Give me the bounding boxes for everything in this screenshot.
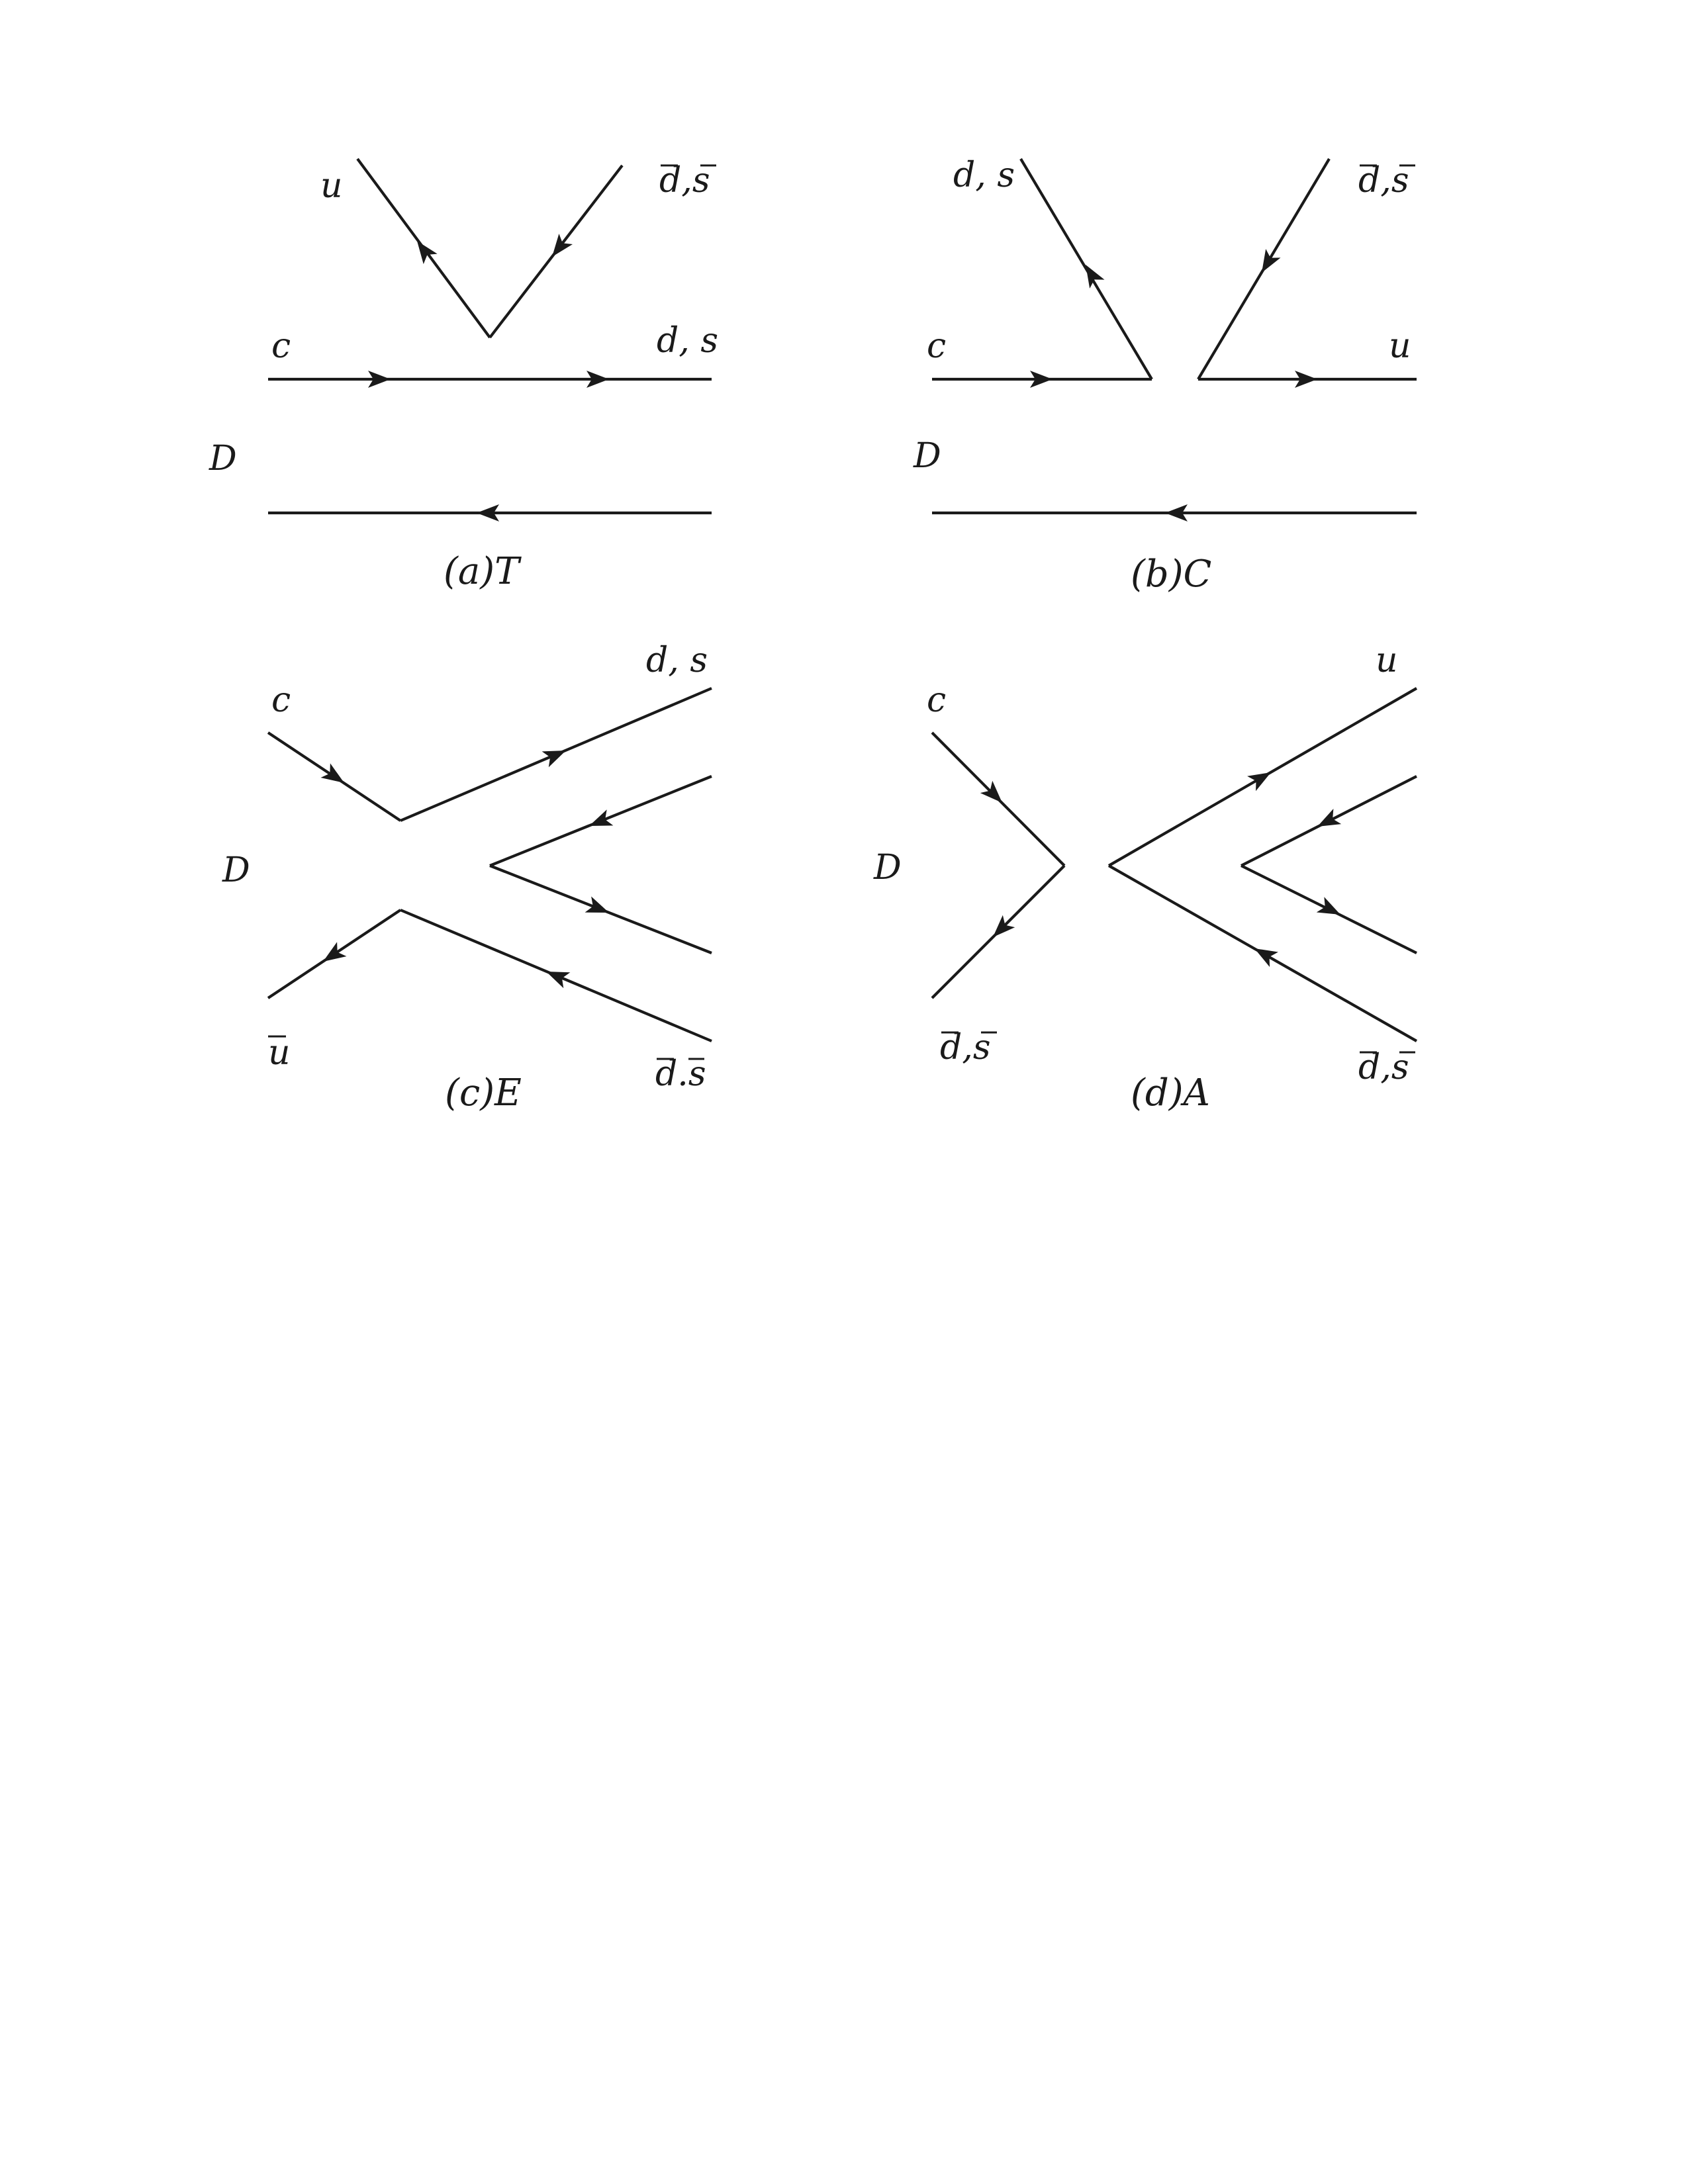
diagram-c-label-ubar: u bbox=[268, 1033, 291, 1073]
diagram-c-label-dbar-sbar: d.s bbox=[655, 1054, 706, 1094]
diagram-c-arrow-pair-lower bbox=[585, 896, 612, 921]
diagram-c-label-c: c bbox=[271, 680, 291, 720]
diagram-d-arrow-pair-upper bbox=[1313, 809, 1341, 835]
diagram-c-arrow-dbar bbox=[543, 964, 570, 988]
diagram-b-ds-line bbox=[1021, 159, 1152, 379]
diagram-a-tree bbox=[209, 159, 718, 593]
diagram-c-label-meson: D bbox=[222, 850, 250, 890]
diagram-b-color-suppressed bbox=[913, 156, 1417, 596]
diagram-a-arrow-dbar bbox=[545, 234, 573, 262]
diagram-a-label-dbar-sbar: d,s bbox=[659, 161, 710, 201]
diagram-c-arrow-ds bbox=[542, 743, 569, 767]
diagram-a-label-c: c bbox=[271, 326, 291, 366]
diagram-d-label-meson: D bbox=[874, 848, 902, 887]
diagram-c-exchange bbox=[222, 641, 712, 1115]
diagram-d-annihilation bbox=[873, 641, 1417, 1115]
diagram-b-label-u: u bbox=[1389, 326, 1411, 366]
diagram-c-arrow-ubar bbox=[318, 942, 347, 968]
diagram-d-label-dbar-sbar-in: d,s bbox=[940, 1028, 991, 1068]
diagram-d-label-u: u bbox=[1376, 641, 1398, 680]
diagram-a-label-meson: D bbox=[209, 439, 237, 478]
diagram-a-label-u: u bbox=[320, 166, 343, 206]
diagram-a-label-ds: d, s bbox=[657, 321, 719, 361]
diagram-b-label-c: c bbox=[927, 326, 947, 366]
diagram-c-arrow-c bbox=[320, 763, 349, 790]
diagram-a-caption: (a)T bbox=[444, 550, 520, 593]
diagram-b-label-meson: D bbox=[914, 436, 941, 476]
diagram-d-arrow-dbar-out bbox=[1250, 941, 1278, 967]
diagram-c-arrow-pair-upper bbox=[586, 809, 613, 834]
diagram-b-arrow-dbar bbox=[1254, 249, 1281, 277]
diagram-b-caption: (b)C bbox=[1131, 553, 1212, 596]
diagram-b-label-dbar-sbar: d,s bbox=[1358, 161, 1409, 201]
diagram-d-label-dbar-sbar-out: d,s bbox=[1358, 1048, 1409, 1087]
diagram-c-caption: (c)E bbox=[445, 1071, 522, 1115]
diagram-c-label-ds: d, s bbox=[646, 641, 708, 680]
diagram-d-arrow-pair-lower bbox=[1317, 897, 1344, 922]
diagram-d-arrow-u bbox=[1247, 765, 1275, 792]
diagram-b-label-ds: d, s bbox=[953, 156, 1015, 195]
diagram-d-label-c: c bbox=[927, 680, 947, 720]
diagram-d-caption: (d)A bbox=[1131, 1071, 1210, 1115]
